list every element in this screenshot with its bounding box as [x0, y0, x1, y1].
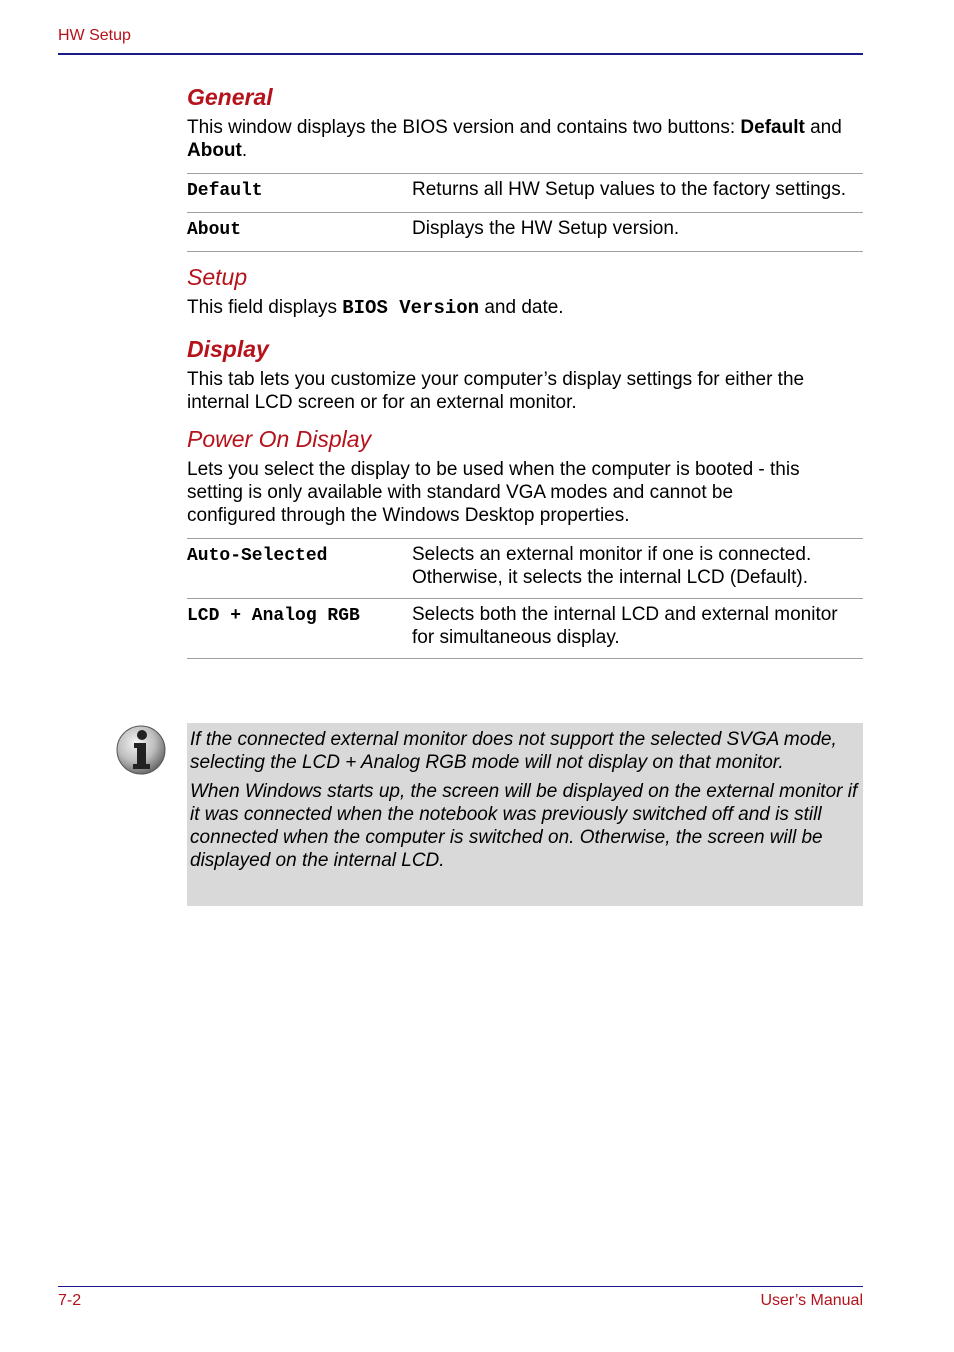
term-auto-selected: Auto-Selected: [187, 539, 412, 599]
table-row: [187, 174, 863, 213]
setup-text-prefix: This field displays: [187, 297, 343, 318]
display-heading: Display: [187, 336, 269, 362]
setup-text-mono: BIOS Version: [342, 297, 480, 319]
display-text: This tab lets you customize your computer’s display settings for either the internal LCD screen or for an external monitor.: [187, 369, 805, 413]
general-buttons-table: [187, 173, 863, 252]
desc-default: Returns all HW Setup values to the factory settings.: [412, 174, 863, 213]
footer-rule: [58, 1286, 863, 1287]
note-box: [187, 723, 863, 906]
setup-text: [187, 296, 863, 320]
general-intro-suffix: .: [241, 140, 248, 161]
manual-title: User’s Manual: [760, 1292, 863, 1309]
general-intro-about: About: [187, 140, 242, 161]
table-row: [187, 599, 863, 659]
general-heading: General: [187, 84, 273, 110]
desc-lcd-analog-rgb: Selects both the internal LCD and external monitor for simultaneous display.: [412, 599, 863, 659]
term-lcd-analog-rgb: LCD + Analog RGB: [187, 599, 412, 659]
general-intro-default: Default: [740, 117, 805, 138]
desc-auto-selected: Selects an external monitor if one is connected. Otherwise, it selects the internal LCD (Default).: [412, 539, 863, 599]
setup-text-suffix: and date.: [479, 297, 564, 318]
table-row: [187, 539, 863, 599]
note-paragraph-1: If the connected external monitor does not support the selected SVGA mode, selecting the LCD + Analog RGB mode will not display on that monitor.: [190, 729, 837, 773]
header-rule: [58, 53, 863, 55]
power-on-display-heading: Power On Display: [187, 426, 372, 452]
general-intro-mid: and: [804, 117, 842, 138]
power-on-display-text: Lets you select the display to be used when the computer is booted - this setting is only available with standard VGA modes and cannot be configured through the Windows Desktop properties.: [187, 459, 800, 526]
main-content: [187, 82, 863, 659]
general-intro-prefix: This window displays the BIOS version and contains two buttons:: [187, 117, 741, 138]
table-row: [187, 213, 863, 252]
term-default: Default: [187, 174, 412, 213]
desc-about: Displays the HW Setup version.: [412, 213, 863, 252]
setup-heading: Setup: [187, 264, 248, 290]
power-on-display-table: [187, 538, 863, 659]
info-icon: [115, 724, 167, 776]
general-intro: [187, 116, 863, 162]
note-paragraph-2: When Windows starts up, the screen will be displayed on the external monitor if it was connected when the notebook was previously switched off and is still connected when the computer is switched on. Otherwise, the screen will be displayed on the internal LCD.: [190, 781, 858, 871]
running-header: HW Setup: [58, 27, 131, 44]
term-about: About: [187, 213, 412, 252]
page-number: 7-2: [58, 1292, 82, 1309]
